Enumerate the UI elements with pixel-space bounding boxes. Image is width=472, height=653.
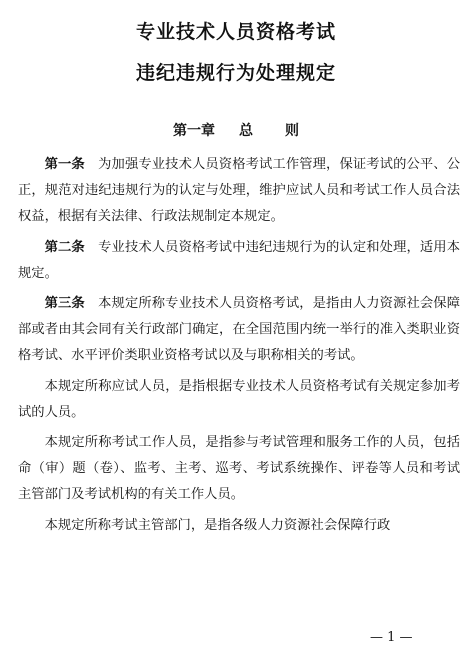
article-label: 第二条 bbox=[44, 239, 85, 255]
article-text: 为加强专业技术人员资格考试工作管理，保证考试的公平、公正，规范对违纪违规行为的认定与处理，维护应试人员和考试工作人员合法权益，根据有关法律、行政法规制定本规定。 bbox=[18, 157, 461, 225]
paragraph: 本规定所称应试人员，是指根据专业技术人员资格考试有关规定参加考试的人员。 bbox=[18, 378, 460, 420]
document-title-line1: 专业技术人员资格考试 bbox=[135, 21, 336, 43]
article-label: 第三条 bbox=[44, 296, 85, 312]
document-body bbox=[18, 152, 460, 539]
article-3 bbox=[18, 291, 460, 370]
article-1 bbox=[18, 152, 460, 231]
article-text: 本规定所称专业技术人员资格考试，是指由人力资源社会保障部或者由其会同有关行政部门确定，在全国范围内统一举行的准入类职业资格考试、水平评价类职业资格考试以及与职称相关的考试。 bbox=[18, 296, 461, 364]
article-2 bbox=[18, 235, 460, 287]
paragraph: 本规定所称考试主管部门，是指各级人力资源社会保障行政 bbox=[44, 517, 391, 533]
paragraph: 本规定所称考试工作人员，是指参与考试管理和服务工作的人员，包括命（审）题（卷）、监考、主考、巡考、考试系统操作、评卷等人员和考试主管部门及考试机构的有关工作人员。 bbox=[18, 435, 460, 503]
article-label: 第一条 bbox=[44, 157, 85, 172]
chapter-name: 总 bbox=[239, 123, 253, 139]
chapter-heading bbox=[0, 120, 472, 140]
page-number: — 1 — bbox=[370, 630, 413, 645]
chapter-number: 第一章 bbox=[173, 123, 215, 139]
chapter-name-2: 则 bbox=[285, 123, 299, 139]
document-title-line2: 违纪违规行为处理规定 bbox=[135, 62, 336, 84]
article-text: 专业技术人员资格考试中违纪违规行为的认定和处理，适用本规定。 bbox=[18, 239, 461, 281]
